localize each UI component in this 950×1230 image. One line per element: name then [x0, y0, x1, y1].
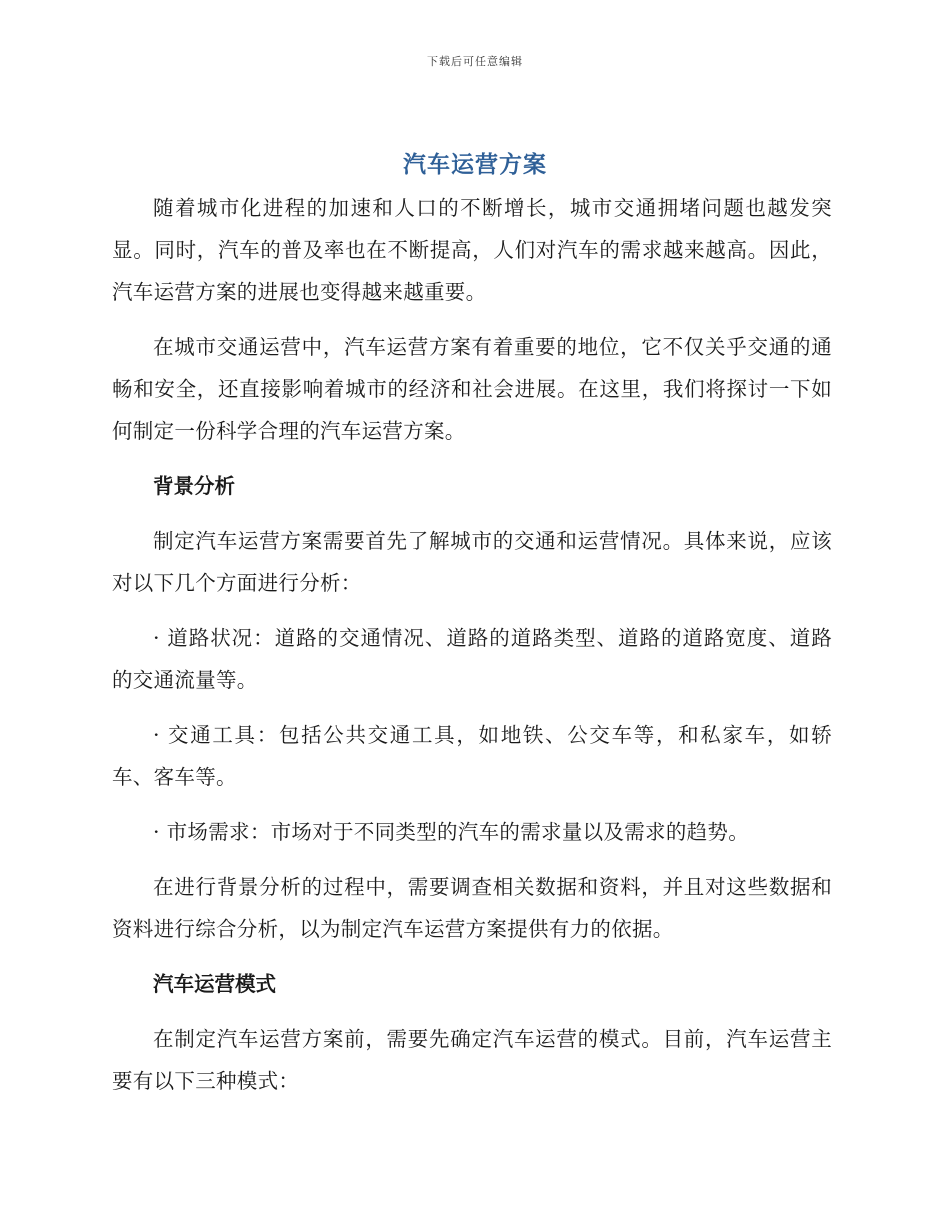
header-note: 下载后可任意编辑 — [427, 55, 523, 68]
paragraph-operation-mode-1: 在制定汽车运营方案前，需要先确定汽车运营的模式。目前，汽车运营主要有以下三种模式： — [112, 1027, 832, 1093]
paragraph-background-1: 制定汽车运营方案需要首先了解城市的交通和运营情况。具体来说，应该对以下几个方面进行分析： — [112, 529, 832, 595]
paragraph-intro-1: 随着城市化进程的加速和人口的不断增长，城市交通拥堵问题也越发突显。同时，汽车的普及率也在不断提高，人们对汽车的需求越来越高。因此，汽车运营方案的进展也变得越来越重要。 — [112, 196, 832, 304]
bullet-vehicles: · 交通工具：包括公共交通工具，如地铁、公交车等，和私家车，如轿车、客车等。 — [112, 723, 832, 789]
section-heading-operation-mode: 汽车运营模式 — [153, 972, 276, 996]
section-heading-background: 背景分析 — [153, 474, 235, 498]
bullet-market-demand: · 市场需求：市场对于不同类型的汽车的需求量以及需求的趋势。 — [153, 820, 750, 844]
paragraph-background-2: 在进行背景分析的过程中，需要调查相关数据和资料，并且对这些数据和资料进行综合分析，以为制定汽车运营方案提供有力的依据。 — [112, 875, 832, 941]
document-body — [112, 187, 832, 1115]
document-title: 汽车运营方案 — [403, 152, 547, 178]
paragraph-intro-2: 在城市交通运营中，汽车运营方案有着重要的地位，它不仅关乎交通的通畅和安全，还直接影响着城市的经济和社会进展。在这里，我们将探讨一下如何制定一份科学合理的汽车运营方案。 — [112, 335, 832, 443]
bullet-road-conditions: · 道路状况：道路的交通情况、道路的道路类型、道路的道路宽度、道路的交通流量等。 — [112, 626, 832, 692]
